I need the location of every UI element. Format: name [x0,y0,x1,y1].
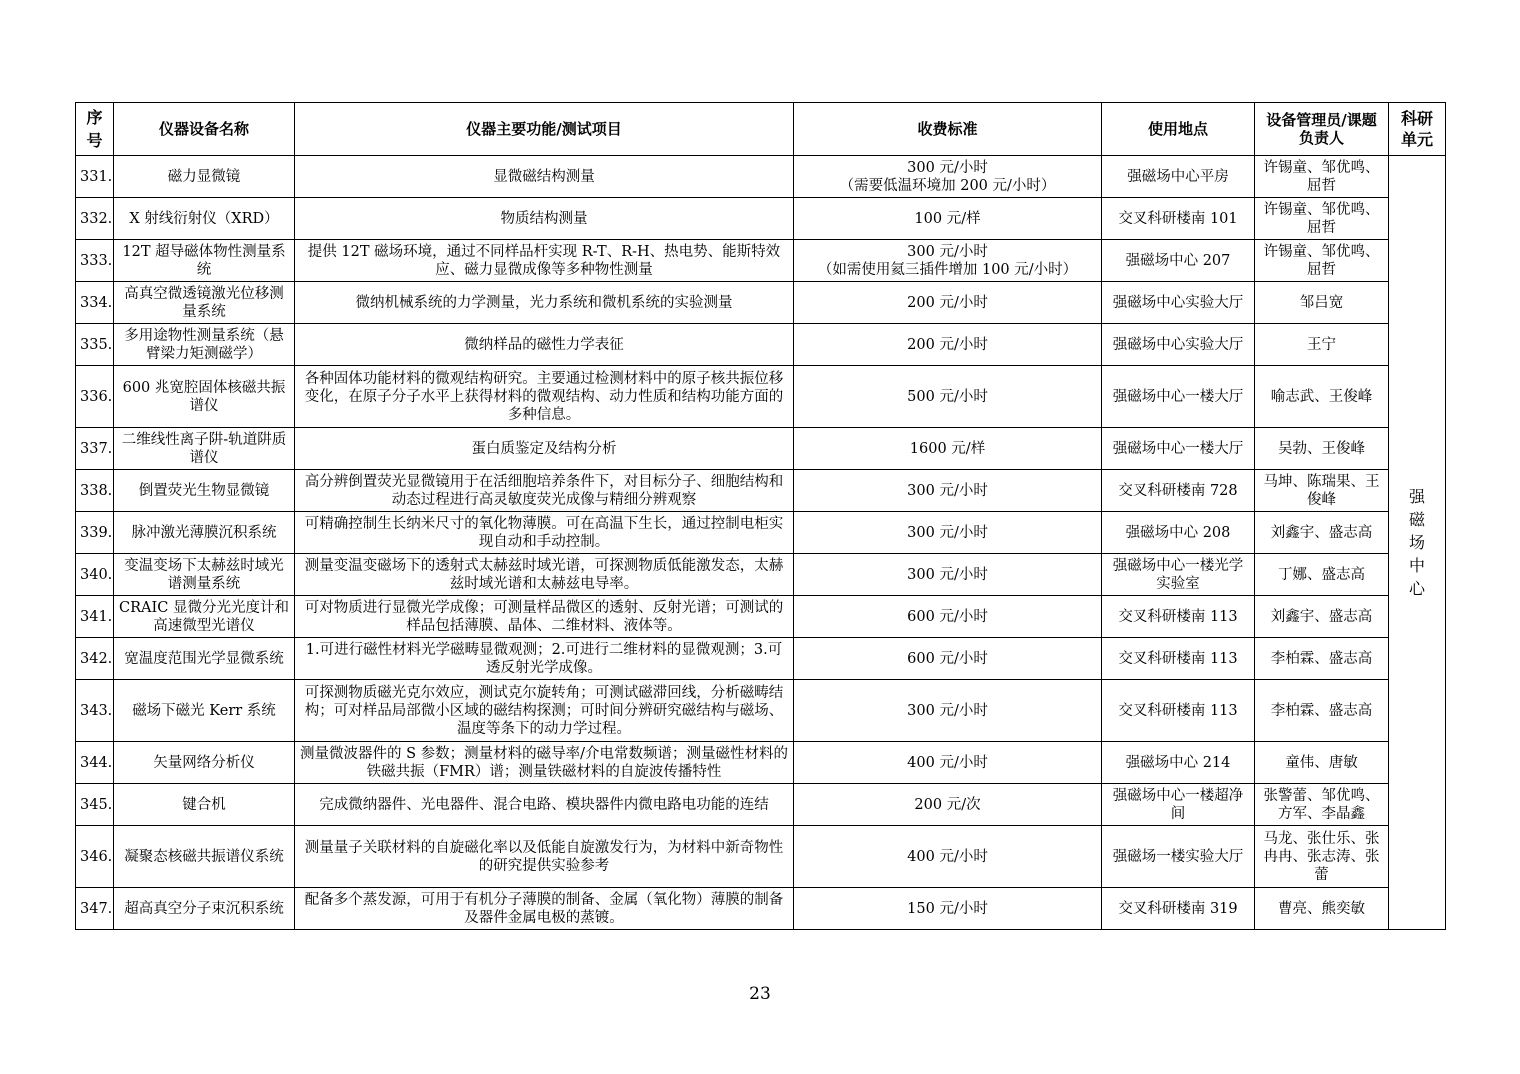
row-fee: 150 元/小时 [794,888,1102,930]
row-function: 完成微纳器件、光电器件、混合电路、模块器件内微电路电功能的连结 [295,784,794,826]
table-row [76,428,1446,470]
row-function: 可精确控制生长纳米尺寸的氧化物薄膜。可在高温下生长，通过控制电柜实现自动和手动控制。 [295,512,794,554]
row-seq: 338. [76,470,114,512]
row-manager: 许锡童、邹优鸣、屈哲 [1255,240,1389,282]
row-seq: 332. [76,198,114,240]
row-equipment-name: 键合机 [114,784,295,826]
row-function: 蛋白质鉴定及结构分析 [295,428,794,470]
row-fee: 300 元/小时 [794,680,1102,742]
row-manager: 许锡童、邹优鸣、屈哲 [1255,156,1389,198]
row-seq: 335. [76,324,114,366]
row-seq: 334. [76,282,114,324]
row-function: 1.可进行磁性材料光学磁畴显微观测；2.可进行二维材料的显微观测；3.可透反射光学成像。 [295,638,794,680]
row-equipment-name: 600 兆宽腔固体核磁共振谱仪 [114,366,295,428]
table-row [76,888,1446,930]
row-function: 各种固体功能材料的微观结构研究。主要通过检测材料中的原子核共振位移变化，在原子分子水平上获得材料的微观结构、动力性质和结构功能方面的多种信息。 [295,366,794,428]
row-location: 强磁场中心一楼大厅 [1102,366,1255,428]
row-fee: 600 元/小时 [794,638,1102,680]
row-manager: 王宁 [1255,324,1389,366]
table-row [76,512,1446,554]
header-unit: 科研单元 [1389,103,1446,156]
row-location: 强磁场中心 214 [1102,742,1255,784]
row-location: 交叉科研楼南 101 [1102,198,1255,240]
row-function: 测量量子关联材料的自旋磁化率以及低能自旋激发行为，为材料中新奇物性的研究提供实验参考 [295,826,794,888]
header-fee: 收费标准 [794,103,1102,156]
header-name: 仪器设备名称 [114,103,295,156]
row-fee: 200 元/小时 [794,324,1102,366]
row-manager: 马坤、陈瑞果、王俊峰 [1255,470,1389,512]
table-row [76,826,1446,888]
row-function: 提供 12T 磁场环境，通过不同样品杆实现 R-T、R-H、热电势、能斯特效应、磁力显微成像等多种物性测量 [295,240,794,282]
row-location: 强磁场一楼实验大厅 [1102,826,1255,888]
table-row [76,742,1446,784]
row-function: 微纳样品的磁性力学表征 [295,324,794,366]
row-equipment-name: CRAIC 显微分光光度计和高速微型光谱仪 [114,596,295,638]
row-function: 微纳机械系统的力学测量，光力系统和微机系统的实验测量 [295,282,794,324]
header-seq: 序号 [76,103,114,156]
row-manager: 丁娜、盛志高 [1255,554,1389,596]
row-manager: 曹亮、熊奕敏 [1255,888,1389,930]
row-function: 高分辨倒置荧光显微镜用于在活细胞培养条件下，对目标分子、细胞结构和动态过程进行高灵敏度荧光成像与精细分辨观察 [295,470,794,512]
row-manager: 许锡童、邹优鸣、屈哲 [1255,198,1389,240]
row-equipment-name: 二维线性离子阱-轨道阱质谱仪 [114,428,295,470]
row-equipment-name: 凝聚态核磁共振谱仪系统 [114,826,295,888]
row-equipment-name: 磁力显微镜 [114,156,295,198]
row-seq: 347. [76,888,114,930]
row-fee: 300 元/小时 [794,512,1102,554]
row-seq: 336. [76,366,114,428]
row-fee: 400 元/小时 [794,742,1102,784]
row-seq: 333. [76,240,114,282]
row-fee: 200 元/次 [794,784,1102,826]
table-row [76,680,1446,742]
table-row [76,324,1446,366]
row-location: 强磁场中心 208 [1102,512,1255,554]
table-row [76,240,1446,282]
table-row [76,282,1446,324]
row-location: 强磁场中心一楼超净间 [1102,784,1255,826]
row-function: 物质结构测量 [295,198,794,240]
row-fee: 300 元/小时 （需要低温环境加 200 元/小时） [794,156,1102,198]
row-location: 强磁场中心实验大厅 [1102,324,1255,366]
row-location: 交叉科研楼南 113 [1102,596,1255,638]
row-fee: 100 元/样 [794,198,1102,240]
table-row [76,638,1446,680]
row-seq: 342. [76,638,114,680]
header-location: 使用地点 [1102,103,1255,156]
row-location: 交叉科研楼南 113 [1102,680,1255,742]
row-manager: 张警蕾、邹优鸣、方军、李晶鑫 [1255,784,1389,826]
row-equipment-name: 矢量网络分析仪 [114,742,295,784]
row-equipment-name: 超高真空分子束沉积系统 [114,888,295,930]
header-function: 仪器主要功能/测试项目 [295,103,794,156]
table-row [76,198,1446,240]
row-fee: 1600 元/样 [794,428,1102,470]
row-seq: 339. [76,512,114,554]
row-manager: 吴勃、王俊峰 [1255,428,1389,470]
row-function: 可对物质进行显微光学成像；可测量样品微区的透射、反射光谱；可测试的样品包括薄膜、晶体、二维材料、液体等。 [295,596,794,638]
row-location: 强磁场中心一楼大厅 [1102,428,1255,470]
row-equipment-name: X 射线衍射仪（XRD） [114,198,295,240]
row-function: 测量变温变磁场下的透射式太赫兹时域光谱，可探测物质低能激发态，太赫兹时域光谱和太赫兹电导率。 [295,554,794,596]
row-equipment-name: 多用途物性测量系统（悬臂梁力矩测磁学） [114,324,295,366]
row-fee: 200 元/小时 [794,282,1102,324]
row-location: 强磁场中心平房 [1102,156,1255,198]
table-row [76,596,1446,638]
row-seq: 341. [76,596,114,638]
equipment-table [75,102,1446,930]
row-manager: 喻志武、王俊峰 [1255,366,1389,428]
row-fee: 500 元/小时 [794,366,1102,428]
row-function: 测量微波器件的 S 参数；测量材料的磁导率/介电常数频谱；测量磁性材料的铁磁共振（FMR）谱；测量铁磁材料的自旋波传播特性 [295,742,794,784]
row-equipment-name: 脉冲激光薄膜沉积系统 [114,512,295,554]
row-fee: 300 元/小时 [794,470,1102,512]
row-manager: 李柏霖、盛志高 [1255,680,1389,742]
row-seq: 337. [76,428,114,470]
row-seq: 331. [76,156,114,198]
table-row [76,156,1446,198]
table-row [76,554,1446,596]
row-location: 交叉科研楼南 728 [1102,470,1255,512]
row-equipment-name: 高真空微透镜激光位移测量系统 [114,282,295,324]
page-number: 23 [749,984,771,1004]
row-seq: 345. [76,784,114,826]
table-row [76,366,1446,428]
row-seq: 343. [76,680,114,742]
table-row [76,470,1446,512]
row-equipment-name: 磁场下磁光 Kerr 系统 [114,680,295,742]
research-unit-label: 强磁场中心 [1408,487,1425,598]
row-manager: 童伟、唐敏 [1255,742,1389,784]
row-equipment-name: 12T 超导磁体物性测量系统 [114,240,295,282]
row-location: 交叉科研楼南 319 [1102,888,1255,930]
row-equipment-name: 宽温度范围光学显微系统 [114,638,295,680]
row-location: 强磁场中心实验大厅 [1102,282,1255,324]
table-row [76,784,1446,826]
row-location: 交叉科研楼南 113 [1102,638,1255,680]
row-fee: 600 元/小时 [794,596,1102,638]
header-row [76,103,1446,156]
row-function: 可探测物质磁光克尔效应，测试克尔旋转角；可测试磁滞回线，分析磁畴结构；可对样品局部微小区域的磁结构探测；可时间分辨研究磁结构与磁场、温度等条下的动力学过程。 [295,680,794,742]
row-seq: 340. [76,554,114,596]
row-equipment-name: 变温变场下太赫兹时域光谱测量系统 [114,554,295,596]
row-fee: 300 元/小时 [794,554,1102,596]
row-location: 强磁场中心一楼光学实验室 [1102,554,1255,596]
row-function: 配备多个蒸发源，可用于有机分子薄膜的制备、金属（氧化物）薄膜的制备及器件金属电极的蒸镀。 [295,888,794,930]
row-seq: 346. [76,826,114,888]
row-manager: 李柏霖、盛志高 [1255,638,1389,680]
row-location: 强磁场中心 207 [1102,240,1255,282]
header-manager: 设备管理员/课题负责人 [1255,103,1389,156]
row-seq: 344. [76,742,114,784]
row-fee: 300 元/小时 （如需使用氦三插件增加 100 元/小时） [794,240,1102,282]
row-function: 显微磁结构测量 [295,156,794,198]
row-manager: 刘鑫宇、盛志高 [1255,512,1389,554]
row-manager: 邹吕宽 [1255,282,1389,324]
table-body [76,156,1446,930]
row-equipment-name: 倒置荧光生物显微镜 [114,470,295,512]
row-manager: 马龙、张仕乐、张冉冉、张志涛、张蕾 [1255,826,1389,888]
row-manager: 刘鑫宇、盛志高 [1255,596,1389,638]
row-fee: 400 元/小时 [794,826,1102,888]
research-unit-cell [1389,156,1446,930]
